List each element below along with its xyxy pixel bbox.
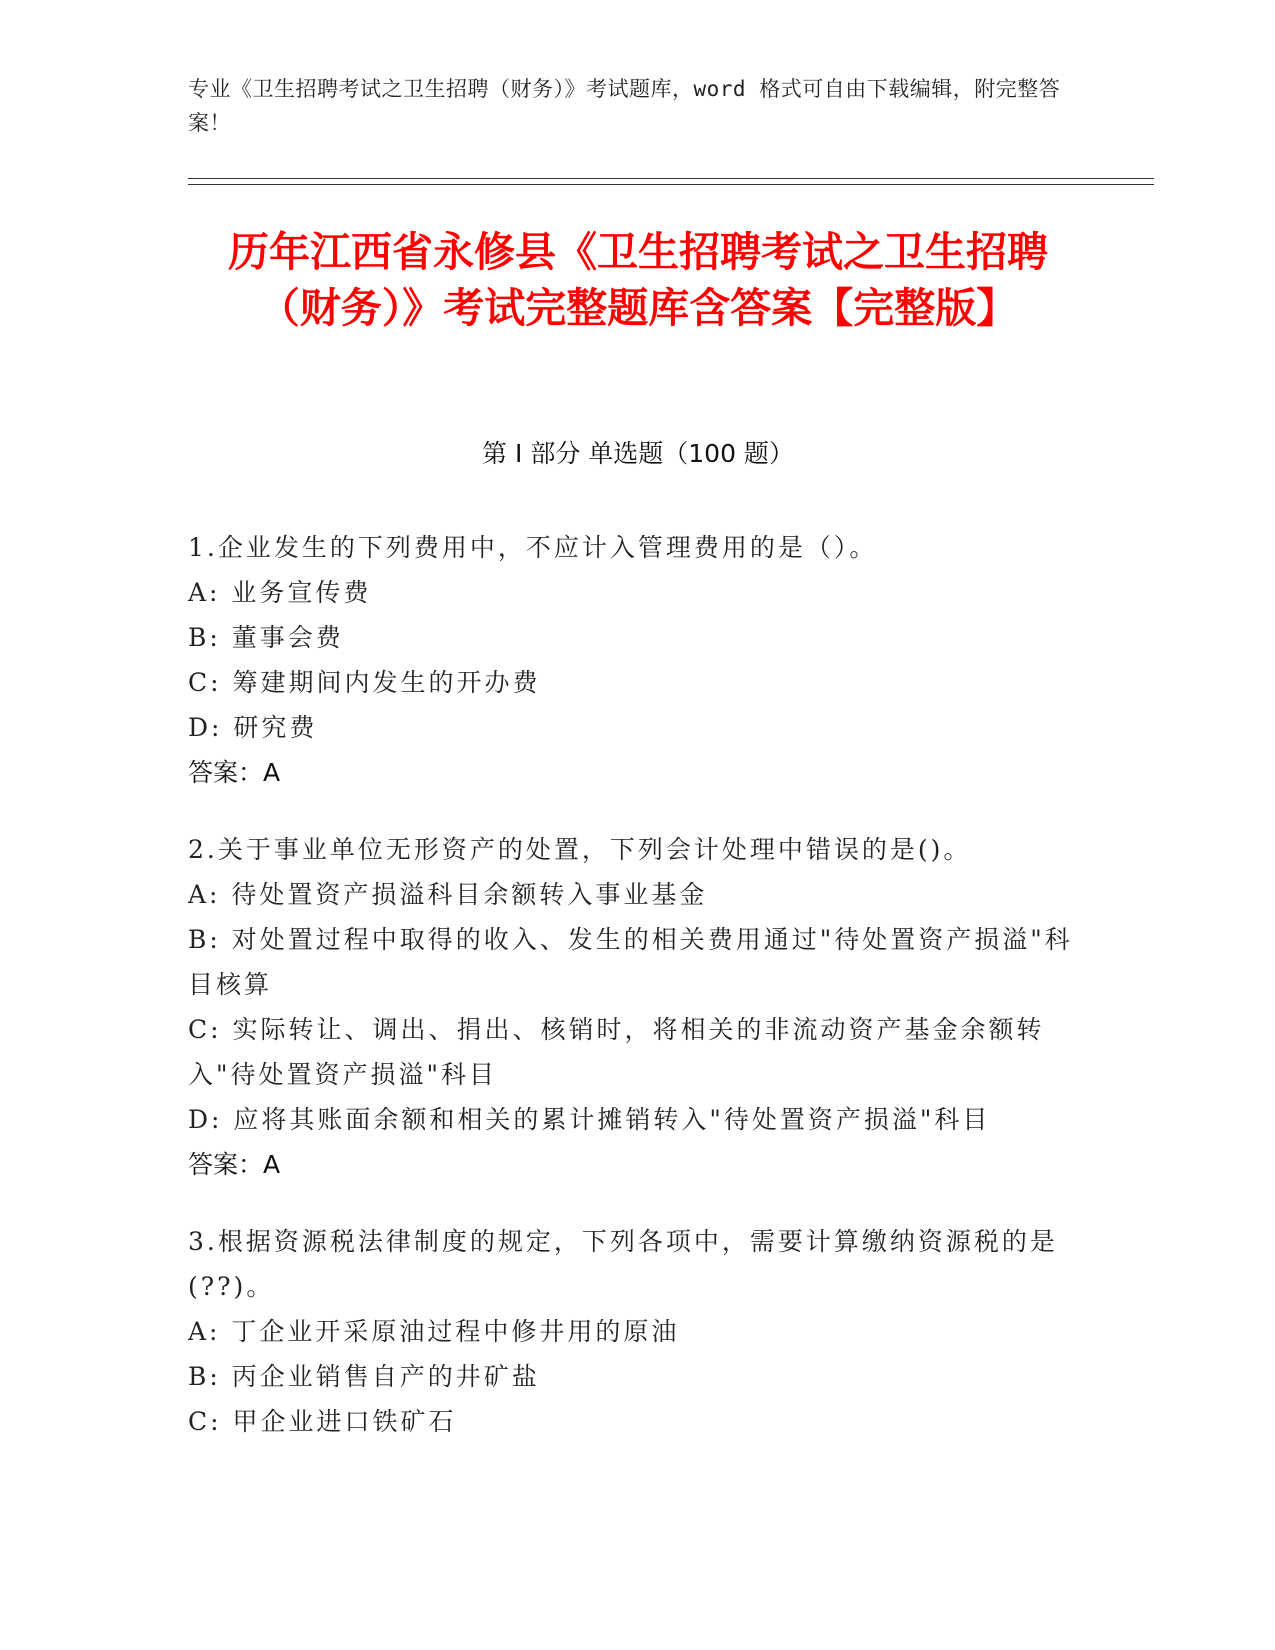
header-note: 专业《卫生招聘考试之卫生招聘（财务）》考试题库，word 格式可自由下载编辑，附完整答案！ [188,77,1061,135]
option-a: A: 业务宣传费 [188,578,372,607]
question-1 [188,525,1088,795]
option-c: C: 实际转让、调出、捐出、核销时，将相关的非流动资产基金余额转入"待处置资产损溢"科目 [188,1015,1045,1089]
question-stem: 1.企业发生的下列费用中，不应计入管理费用的是（）。 [188,533,878,562]
option-b: B: 对处置过程中取得的收入、发生的相关费用通过"待处置资产损溢"科目核算 [188,925,1073,999]
question-list [188,525,1088,1476]
option-a: A: 丁企业开采原油过程中修井用的原油 [188,1317,680,1346]
option-c: C: 甲企业进口铁矿石 [188,1407,457,1436]
header-rule-top [188,178,1154,179]
header-rule-bottom [188,184,1154,185]
section-heading: 第 I 部分 单选题（100 题） [482,439,794,468]
option-d: D: 研究费 [188,713,318,742]
question-3 [188,1219,1088,1444]
option-b: B: 董事会费 [188,623,344,652]
question-stem: 3.根据资源税法律制度的规定，下列各项中，需要计算缴纳资源税的是(??)。 [188,1227,1058,1301]
option-c: C: 筹建期间内发生的开办费 [188,668,541,697]
answer: 答案：A [188,758,281,787]
option-d: D: 应将其账面余额和相关的累计摊销转入"待处置资产损溢"科目 [188,1105,991,1134]
option-a: A: 待处置资产损溢科目余额转入事业基金 [188,880,708,909]
answer: 答案：A [188,1150,281,1179]
question-stem: 2.关于事业单位无形资产的处置，下列会计处理中错误的是()。 [188,835,972,864]
option-b: B: 丙企业销售自产的井矿盐 [188,1362,540,1391]
document-title: 历年江西省永修县《卫生招聘考试之卫生招聘（财务）》考试完整题库含答案【完整版】 [228,228,1048,332]
question-2 [188,827,1088,1187]
